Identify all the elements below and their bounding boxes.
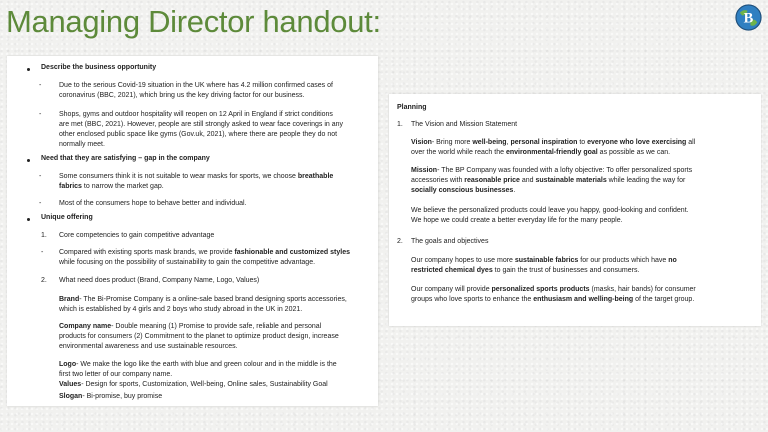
planning-heading: Planning [397, 104, 427, 111]
goal-line: Our company hopes to use more sustainable fabrics for our products which have no [411, 257, 677, 264]
text-line: We hope we could create a better everyday life for the many people. [411, 217, 623, 224]
text-line: The goals and objectives [411, 238, 489, 245]
text-line: What need does product (Brand, Company Name, Logo, Values) [59, 277, 260, 284]
bullet-dot [27, 68, 30, 71]
business-summary-panel [7, 56, 378, 406]
text-line: We believe the personalized products could leave you happy, good-looking and confident. [411, 207, 689, 214]
text-line: Some consumers think it is not suitable to wear masks for sports, we choose breathable [59, 173, 334, 180]
text-line: Brand- The Bi-Promise Company is a online-sale based brand designing sports accessories, [59, 296, 347, 303]
text-line: fabrics to narrow the market gap. [59, 183, 164, 190]
text-line: accessories with reasonable price and sustainable materials while leading the way for [411, 177, 686, 184]
text-line: which is established by 4 girls and 2 boys who study abroad in the UK in 2021. [59, 306, 303, 313]
section-heading-need: Need that they are satisfying – gap in the company [41, 155, 210, 162]
list-number: 2. [41, 277, 47, 284]
text-line: Core competencies to gain competitive advantage [59, 232, 215, 239]
dash: - [39, 111, 42, 118]
list-number: 1. [397, 121, 403, 128]
text-line: products for consumers (2) Commitment to the planet to optimize product design, increase [59, 333, 339, 340]
mission-line: Mission- The BP Company was founded with a lofty objective: To offer personalized sports [411, 167, 693, 174]
planning-panel [389, 94, 761, 326]
text-line: other enclosed public space like gyms (Gov.uk, 2021), where there are people they do not [59, 131, 338, 138]
text-line: are met (BBC, 2021). However, people are still strongly asked to wear face coverings in any [59, 121, 344, 128]
text-line: coronavirus (BBC, 2021), which bring us the key driving factor for our business. [59, 92, 305, 99]
goal-line: Our company will provide personalized sports products (masks, hair bands) for consumer [411, 286, 696, 293]
text-line: groups who love sports to enhance the enthusiasm and welling-being of the target group. [411, 296, 695, 303]
text-line: The Vision and Mission Statement [411, 121, 518, 128]
text-line: Values- Design for sports, Customization, Well-being, Online sales, Sustainability Goal [59, 381, 328, 388]
dash: - [39, 173, 42, 180]
dash: - [39, 82, 42, 89]
section-heading-business-opportunity: Describe the business opportunity [41, 64, 157, 71]
text-line: Logo- We make the logo like the earth with blue and green colour and in the middle is the [59, 361, 337, 368]
text-line: Slogan- Bi-promise, buy promise [59, 393, 163, 400]
text-line: Company name- Double meaning (1) Promise to provide safe, reliable and personal [59, 323, 322, 330]
dash: - [39, 200, 42, 207]
text-line: Due to the serious Covid-19 situation in the UK where has 4.2 million confirmed cases of [59, 82, 333, 89]
section-heading-unique-offering: Unique offering [41, 214, 93, 221]
vision-line: Vision- Bring more well-being, personal inspiration to everyone who love exercising all [411, 139, 696, 146]
text-line: Compared with existing sports mask brands, we provide fashionable and customized styles [59, 249, 350, 256]
dash: - [41, 249, 44, 256]
slide-title: Managing Director handout: [6, 4, 381, 39]
bullet-dot [27, 218, 30, 221]
logo-letter: B [743, 10, 754, 27]
text-line: first two letter of our company name. [59, 371, 173, 378]
text-line: environmental awareness and use sustainable resources. [59, 343, 238, 350]
bullet-dot [27, 159, 30, 162]
text-line: restricted chemical dyes to gain the trust of businesses and consumers. [411, 267, 640, 274]
text-line: Most of the consumers hope to behave better and individual. [59, 200, 247, 207]
company-logo [735, 4, 762, 31]
text-line: while focusing on the possibility of sustainability to gain the competitive advantage. [59, 259, 316, 266]
text-line: socially conscious businesses. [411, 187, 516, 194]
list-number: 1. [41, 232, 47, 239]
text-line: over the world while reach the environmental-friendly goal as possible as we can. [411, 149, 671, 156]
text-line: Shops, gyms and outdoor hospitality will reopen on 12 April in England if strict conditions [59, 111, 333, 118]
text-line: normally meet. [59, 141, 105, 148]
list-number: 2. [397, 238, 403, 245]
